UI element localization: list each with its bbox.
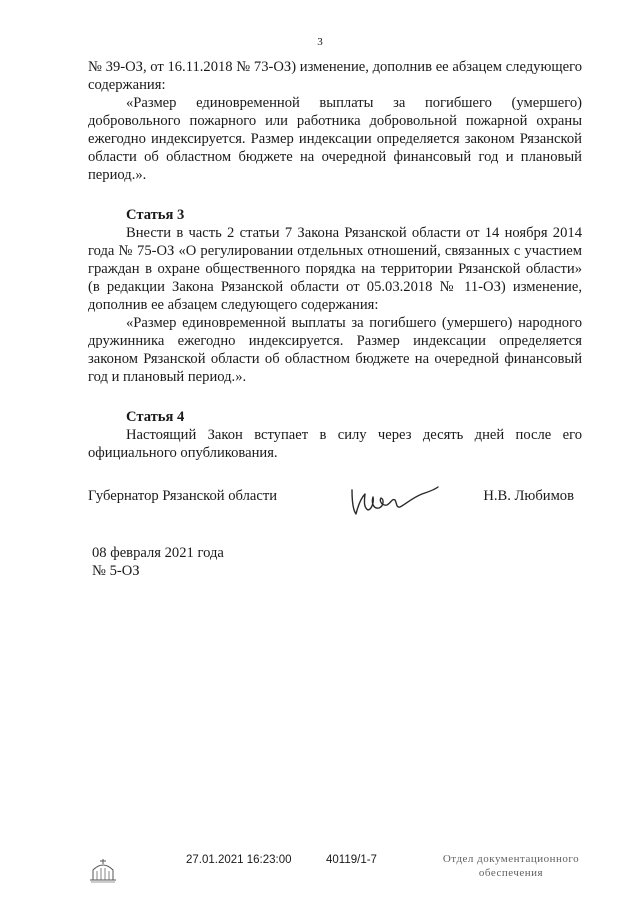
page-number: 3 [317, 36, 323, 48]
department-stamp: Отдел документационного обеспечения [442, 853, 580, 879]
governor-name: Н.В. Любимов [483, 488, 574, 504]
article-3-quote: «Размер единовременной выплаты за погибшего (умершего) народного дружинника ежегодно индексируется. Размер индексации определяется законом Рязанской области об областном бюджете на очередной финансовый год и плановый период.». [88, 315, 582, 385]
governor-title: Губернатор Рязанской области [88, 488, 278, 504]
article-3-title: Статья 3 [126, 207, 185, 223]
footer-timestamp: 27.01.2021 16:23:00 [186, 854, 292, 866]
handwritten-signature [346, 482, 442, 522]
date-block [92, 544, 224, 580]
law-date: 08 февраля 2021 года [92, 545, 224, 561]
footer-code: 40119/1-7 [326, 854, 377, 866]
paragraph-quote-1: «Размер единовременной выплаты за погибшего (умершего) добровольного пожарного или работника добровольной пожарной охраны ежегодно индексируется. Размер индексации определяется законом Рязанской области об областном бюджете на очередной финансовый год и плановый период.». [88, 95, 582, 183]
signature-row [88, 488, 582, 528]
article-4-title: Статья 4 [126, 409, 185, 425]
law-number: № 5-ОЗ [92, 563, 140, 579]
paragraph-continuation: № 39-ОЗ, от 16.11.2018 № 73-ОЗ) изменение, дополнив ее абзацем следующего содержания: [88, 59, 582, 93]
emblem-logo-icon [86, 856, 120, 884]
article-3-paragraph: Внести в часть 2 статьи 7 Закона Рязанской области от 14 ноября 2014 года № 75-ОЗ «О регулировании отдельных отношений, связанных с участием граждан в охране общественного порядка на территории Рязанской области» (в редакции Закона Рязанской области от 05.03.2018 № 11-ОЗ) изменение, дополнив ее абзацем следующего содержания: [88, 225, 582, 313]
footer [0, 854, 640, 894]
document-body [88, 58, 582, 462]
article-4-paragraph: Настоящий Закон вступает в силу через десять дней после его официального опубликования. [88, 427, 582, 461]
